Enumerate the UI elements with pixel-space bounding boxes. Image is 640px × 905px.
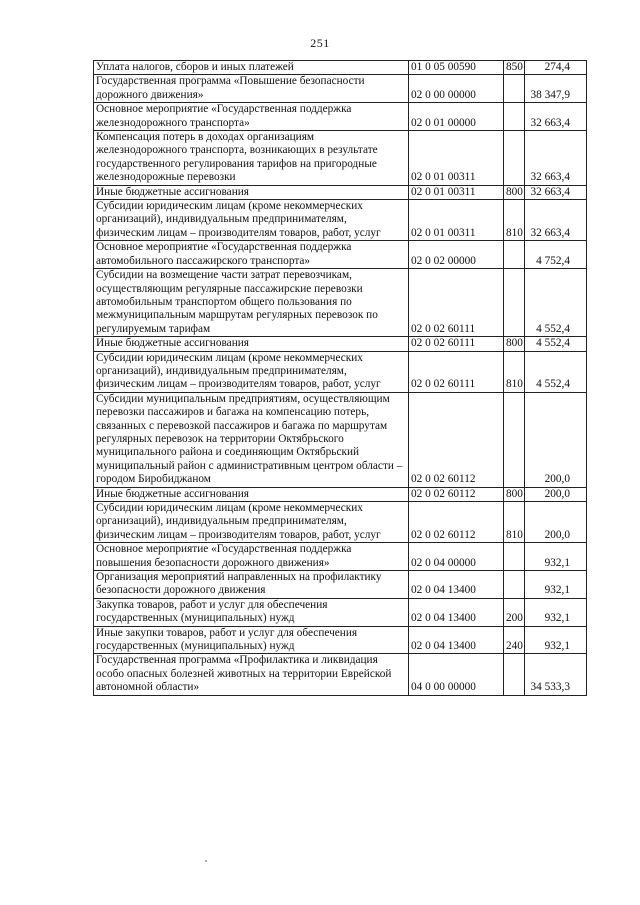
row-name-cell: Компенсация потерь в доходах организациям железнодорожного транспорта, возникающих в результате государственного регулирования тарифов на пригородные железнодорожные перевозки	[94, 131, 409, 186]
row-amount-cell: 32 663,4	[525, 185, 587, 199]
row-amount-cell: 4 552,4	[525, 351, 587, 392]
row-code-cell: 02 0 01 00311	[409, 200, 504, 241]
row-expense-type-cell: 850	[504, 61, 525, 75]
row-amount-cell: 932,1	[525, 543, 587, 571]
row-name-cell: Организация мероприятий направленных на профилактику безопасности дорожного движения	[94, 571, 409, 599]
row-amount-cell: 932,1	[525, 626, 587, 654]
row-expense-type-cell	[504, 131, 525, 186]
row-name-cell: Иные закупки товаров, работ и услуг для обеспечения государственных (муниципальных) нужд	[94, 626, 409, 654]
row-code-cell: 02 0 04 13400	[409, 626, 504, 654]
table-row	[94, 571, 587, 599]
row-code-cell: 02 0 02 60111	[409, 269, 504, 337]
row-code-cell: 02 0 01 00311	[409, 131, 504, 186]
row-amount-cell: 932,1	[525, 571, 587, 599]
row-name-cell: Субсидии юридическим лицам (кроме некоммерческих организаций), индивидуальным предпринимателям, физическим лицам – производителям товаров, работ, услуг	[94, 351, 409, 392]
row-expense-type-cell: 810	[504, 351, 525, 392]
table-row	[94, 103, 587, 131]
table-row	[94, 200, 587, 241]
row-name-cell: Уплата налогов, сборов и иных платежей	[94, 61, 409, 75]
row-code-cell: 02 0 01 00311	[409, 185, 504, 199]
row-amount-cell: 200,0	[525, 392, 587, 487]
scan-speck	[205, 860, 207, 862]
row-name-cell: Государственная программа «Профилактика и ликвидация особо опасных болезней животных на территории Еврейской автономной области»	[94, 654, 409, 695]
row-expense-type-cell	[504, 75, 525, 103]
row-amount-cell: 32 663,4	[525, 200, 587, 241]
table-row	[94, 502, 587, 543]
table-row	[94, 131, 587, 186]
row-name-cell: Иные бюджетные ассигнования	[94, 487, 409, 501]
row-name-cell: Субсидии муниципальным предприятиям, осуществляющим перевозки пассажиров и багажа на компенсацию потерь, связанных с перевозкой пассажиров и багажа по маршрутам регулярных перевозок на территории Октябрьского муниципального района и соединяющим Октябрьский муниципальный район с административным центром области – городом Биробиджаном	[94, 392, 409, 487]
row-code-cell: 02 0 02 60111	[409, 337, 504, 351]
table-row	[94, 337, 587, 351]
table-row	[94, 269, 587, 337]
row-amount-cell: 200,0	[525, 487, 587, 501]
row-name-cell: Государственная программа «Повышение безопасности дорожного движения»	[94, 75, 409, 103]
table-row	[94, 75, 587, 103]
table-row	[94, 241, 587, 269]
table-row	[94, 392, 587, 487]
row-amount-cell: 4 752,4	[525, 241, 587, 269]
row-expense-type-cell	[504, 269, 525, 337]
table-row	[94, 61, 587, 75]
row-expense-type-cell: 200	[504, 598, 525, 626]
budget-table	[93, 60, 587, 696]
row-name-cell: Иные бюджетные ассигнования	[94, 337, 409, 351]
row-name-cell: Субсидии юридическим лицам (кроме некоммерческих организаций), индивидуальным предпринимателям, физическим лицам – производителям товаров, работ, услуг	[94, 502, 409, 543]
row-name-cell: Иные бюджетные ассигнования	[94, 185, 409, 199]
row-code-cell: 02 0 04 13400	[409, 571, 504, 599]
row-code-cell: 02 0 02 60112	[409, 487, 504, 501]
table-row	[94, 626, 587, 654]
row-name-cell: Основное мероприятие «Государственная поддержка повышения безопасности дорожного движения»	[94, 543, 409, 571]
row-amount-cell: 38 347,9	[525, 75, 587, 103]
row-code-cell: 04 0 00 00000	[409, 654, 504, 695]
row-expense-type-cell: 240	[504, 626, 525, 654]
table-row	[94, 351, 587, 392]
page-number: 251	[310, 36, 330, 50]
row-expense-type-cell: 810	[504, 200, 525, 241]
table-body	[94, 61, 587, 696]
row-amount-cell: 34 533,3	[525, 654, 587, 695]
row-code-cell: 02 0 02 60111	[409, 351, 504, 392]
row-expense-type-cell: 800	[504, 487, 525, 501]
table-row	[94, 185, 587, 199]
row-code-cell: 02 0 04 00000	[409, 543, 504, 571]
row-amount-cell: 4 552,4	[525, 337, 587, 351]
table-row	[94, 487, 587, 501]
row-expense-type-cell	[504, 241, 525, 269]
row-expense-type-cell	[504, 392, 525, 487]
row-code-cell: 01 0 05 00590	[409, 61, 504, 75]
row-code-cell: 02 0 00 00000	[409, 75, 504, 103]
row-expense-type-cell: 800	[504, 337, 525, 351]
row-expense-type-cell	[504, 654, 525, 695]
row-name-cell: Основное мероприятие «Государственная поддержка железнодорожного транспорта»	[94, 103, 409, 131]
table-row	[94, 598, 587, 626]
row-name-cell: Субсидии на возмещение части затрат перевозчикам, осуществляющим регулярные пассажирские перевозки автомобильным транспортом общего пользования по межмуниципальным маршрутам регулярных перевозок по регулируемым тарифам	[94, 269, 409, 337]
row-expense-type-cell	[504, 571, 525, 599]
row-amount-cell: 932,1	[525, 598, 587, 626]
row-code-cell: 02 0 02 60112	[409, 392, 504, 487]
row-amount-cell: 32 663,4	[525, 131, 587, 186]
row-amount-cell: 32 663,4	[525, 103, 587, 131]
row-expense-type-cell: 800	[504, 185, 525, 199]
row-expense-type-cell	[504, 543, 525, 571]
row-name-cell: Закупка товаров, работ и услуг для обеспечения государственных (муниципальных) нужд	[94, 598, 409, 626]
row-expense-type-cell: 810	[504, 502, 525, 543]
row-code-cell: 02 0 02 00000	[409, 241, 504, 269]
table-row	[94, 654, 587, 695]
row-amount-cell: 4 552,4	[525, 269, 587, 337]
row-name-cell: Субсидии юридическим лицам (кроме некоммерческих организаций), индивидуальным предпринимателям, физическим лицам – производителям товаров, работ, услуг	[94, 200, 409, 241]
table-row	[94, 543, 587, 571]
row-code-cell: 02 0 04 13400	[409, 598, 504, 626]
row-amount-cell: 274,4	[525, 61, 587, 75]
row-expense-type-cell	[504, 103, 525, 131]
row-amount-cell: 200,0	[525, 502, 587, 543]
row-name-cell: Основное мероприятие «Государственная поддержка автомобильного пассажирского транспорта»	[94, 241, 409, 269]
row-code-cell: 02 0 01 00000	[409, 103, 504, 131]
row-code-cell: 02 0 02 60112	[409, 502, 504, 543]
